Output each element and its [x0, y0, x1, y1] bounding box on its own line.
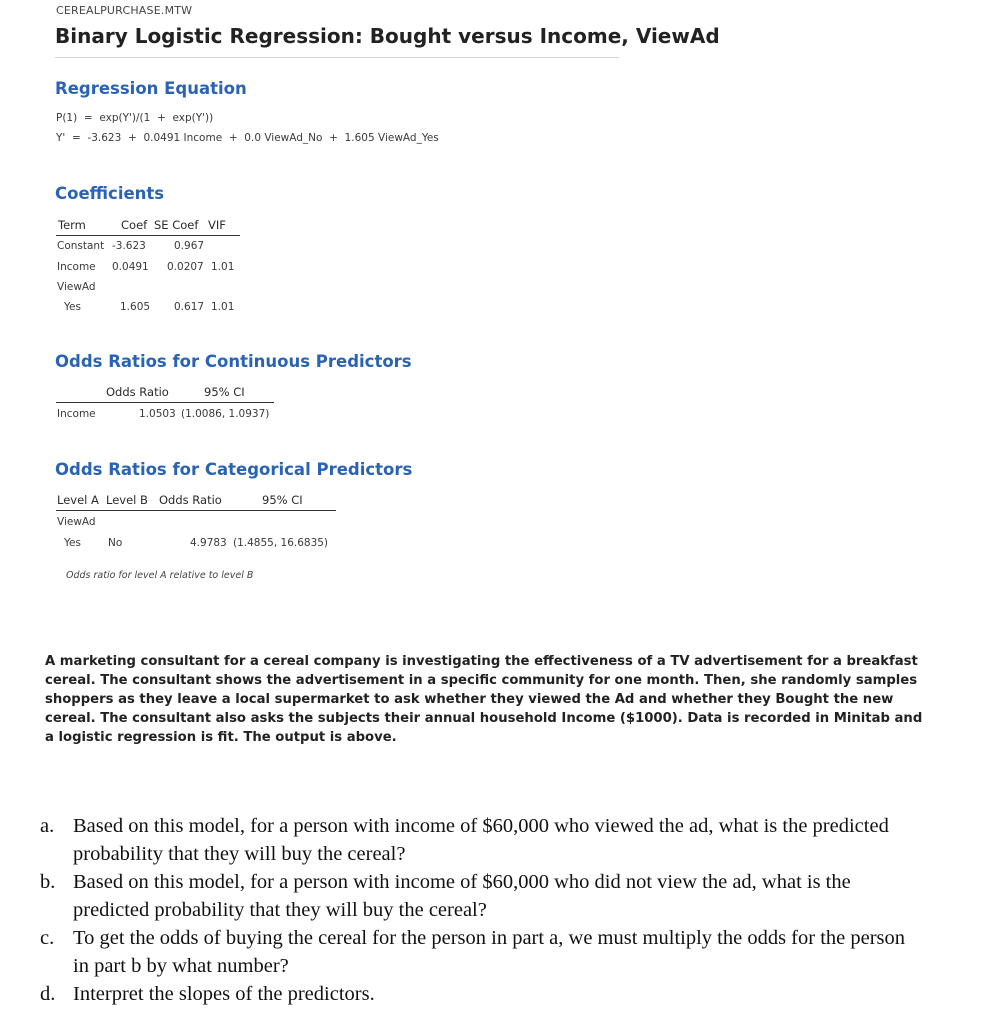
col-header-ci: 95% CI	[204, 385, 245, 399]
regression-equation-heading: Regression Equation	[55, 79, 247, 98]
table-cell: 1.01	[211, 301, 235, 313]
table-cell: 0.0491	[112, 261, 149, 273]
table-cell: 1.605	[120, 301, 151, 313]
question-text: Based on this model, for a person with income of $60,000 who viewed the ad, what is the predicted probability that they will buy the cereal?	[73, 815, 889, 865]
question-label: b.	[40, 871, 56, 893]
table-cell: Yes	[64, 537, 81, 549]
equation-line-2: Y' = -3.623 + 0.0491 Income + 0.0 ViewAd_No + 1.605 ViewAd_Yes	[56, 132, 439, 144]
odds-footnote: Odds ratio for level A relative to level B	[66, 570, 254, 581]
table-cell: Income	[57, 261, 96, 273]
analysis-title: Binary Logistic Regression: Bought versus Income, ViewAd	[55, 24, 720, 48]
table-cell: 1.01	[211, 261, 235, 273]
col-header-odds-ratio: Odds Ratio	[106, 385, 169, 399]
question-label: a.	[40, 815, 55, 837]
question-text: To get the odds of buying the cereal for the person in part a, we must multiply the odds for the person in part b by what number?	[73, 927, 906, 977]
col-header-odds-ratio: Odds Ratio	[159, 493, 222, 507]
table-cell: 0.967	[174, 240, 205, 252]
worksheet-filename: CEREALPURCHASE.MTW	[56, 4, 193, 17]
table-cell: Income	[57, 408, 96, 420]
table-cell: 0.0207	[167, 261, 204, 273]
categorical-odds-heading: Odds Ratios for Categorical Predictors	[55, 460, 413, 479]
table-cell: Constant	[57, 240, 105, 252]
col-header-ci: 95% CI	[262, 493, 303, 507]
question-text: Based on this model, for a person with income of $60,000 who did not view the ad, what is the predicted probability that they will buy the cereal?	[73, 871, 851, 921]
col-header-vif: VIF	[208, 218, 226, 232]
col-header-level-b: Level B	[106, 493, 148, 507]
table-cell: (1.4855, 16.6835)	[233, 537, 329, 549]
table-cell: ViewAd	[57, 281, 96, 293]
table-cell: -3.623	[112, 240, 146, 252]
table-cell: Yes	[64, 301, 81, 313]
categorical-header-rule	[56, 510, 336, 511]
continuous-odds-heading: Odds Ratios for Continuous Predictors	[55, 352, 412, 371]
table-cell: 1.0503	[139, 408, 176, 420]
table-cell: 0.617	[174, 301, 205, 313]
table-cell: ViewAd	[57, 516, 96, 528]
equation-line-1: P(1) = exp(Y')/(1 + exp(Y'))	[56, 112, 214, 124]
continuous-header-rule	[56, 402, 274, 403]
table-cell: (1.0086, 1.0937)	[181, 408, 270, 420]
table-cell: 4.9783	[190, 537, 227, 549]
col-header-term: Term	[58, 218, 86, 232]
col-header-level-a: Level A	[57, 493, 99, 507]
table-cell: No	[108, 537, 123, 549]
col-header-se-coef: SE Coef	[154, 218, 199, 232]
question-label: c.	[40, 927, 55, 949]
problem-description: A marketing consultant for a cereal company is investigating the effectiveness of a TV advertisement for a breakfast cereal. The consultant shows the advertisement in a specific community for one month. Then, she randomly samples shoppers as they leave a local supermarket to ask whether they viewed the Ad and whether they Bought the new cereal. The consultant also asks the subjects their annual household Income ($1000). Data is recorded in Minitab and a logistic regression is fit. The output is above.	[45, 654, 923, 745]
question-label: d.	[40, 983, 56, 1005]
question-text: Interpret the slopes of the predictors.	[73, 983, 375, 1005]
title-divider	[55, 57, 619, 58]
coefficients-heading: Coefficients	[55, 184, 165, 203]
col-header-coef: Coef	[121, 218, 148, 232]
coefficients-header-rule	[56, 235, 240, 236]
